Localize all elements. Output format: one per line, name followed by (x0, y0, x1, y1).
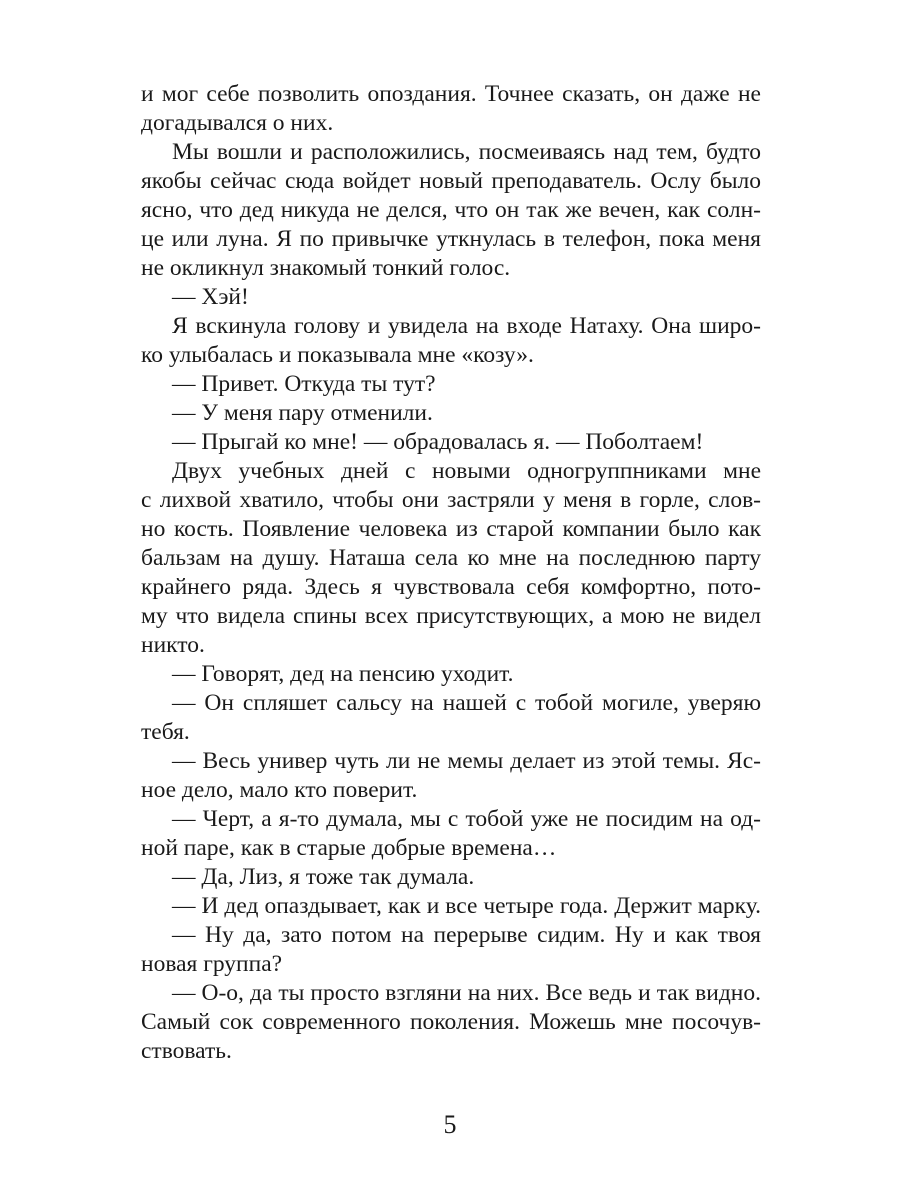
text-line: — Да, Лиз, я тоже так думала. (172, 864, 475, 890)
text-line: ствовать. (141, 1038, 232, 1064)
text-line: — Хэй! (172, 284, 249, 310)
text-line: це или луна. Я по привычке уткнулась в телефон, пока меня (141, 226, 761, 252)
text-line: — У меня пару отменили. (172, 400, 433, 426)
text-line: бальзам на душу. Наташа села ко мне на последнюю парту (141, 545, 761, 571)
text-line: — Прыгай ко мне! — обрадовалась я. — Поболтаем! (172, 429, 704, 455)
text-line: му что видела спины всех присутствующих, а мою не видел (141, 603, 761, 629)
text-line: тебя. (141, 719, 190, 745)
text-line: с лихвой хватило, чтобы они застряли у меня в горле, слов- (141, 487, 761, 513)
text-line: ной паре, как в старые добрые времена… (141, 835, 557, 861)
text-line: — Он спляшет сальсу на нашей с тобой могиле, уверяю (172, 690, 761, 716)
body-text (141, 80, 761, 1066)
text-line: ное дело, мало кто поверит. (141, 777, 418, 803)
text-line: Мы вошли и расположились, посмеиваясь над тем, будто (172, 139, 761, 165)
text-line: и мог себе позволить опоздания. Точнее сказать, он даже не (141, 81, 761, 107)
text-line: никто. (141, 632, 205, 658)
text-line: Я вскинула голову и увидела на входе Натаху. Она широ- (172, 313, 761, 339)
text-line: — Весь универ чуть ли не мемы делает из этой темы. Яс- (172, 748, 761, 774)
text-line: — О-о, да ты просто взгляни на них. Все ведь и так видно. (172, 980, 761, 1006)
text-line: новая группа? (141, 951, 283, 977)
text-line: крайнего ряда. Здесь я чувствовала себя комфортно, пото- (141, 574, 761, 600)
text-line: — Черт, а я-то думала, мы с тобой уже не посидим на од- (172, 806, 761, 832)
text-line: не окликнул знакомый тонкий голос. (141, 255, 511, 281)
page-number: 5 (443, 1110, 457, 1139)
text-line: — Говорят, дед на пенсию уходит. (172, 661, 514, 687)
text-line: Самый сок современного поколения. Можешь мне посочув- (141, 1009, 761, 1035)
text-line: якобы сейчас сюда войдет новый преподаватель. Ослу было (141, 168, 761, 194)
text-line: ко улыбалась и показывала мне «козу». (141, 342, 534, 368)
text-line: Двух учебных дней с новыми одногруппниками мне (172, 458, 761, 484)
text-line: ясно, что дед никуда не делся, что он так же вечен, как солн- (141, 197, 761, 223)
text-line: но кость. Появление человека из старой компании было как (141, 516, 761, 542)
text-line: — Ну да, зато потом на перерыве сидим. Ну и как твоя (172, 922, 761, 948)
text-line: — И дед опаздывает, как и все четыре года. Держит марку. (172, 893, 761, 919)
text-line: — Привет. Откуда ты тут? (172, 371, 436, 397)
text-line: догадывался о них. (141, 110, 334, 136)
